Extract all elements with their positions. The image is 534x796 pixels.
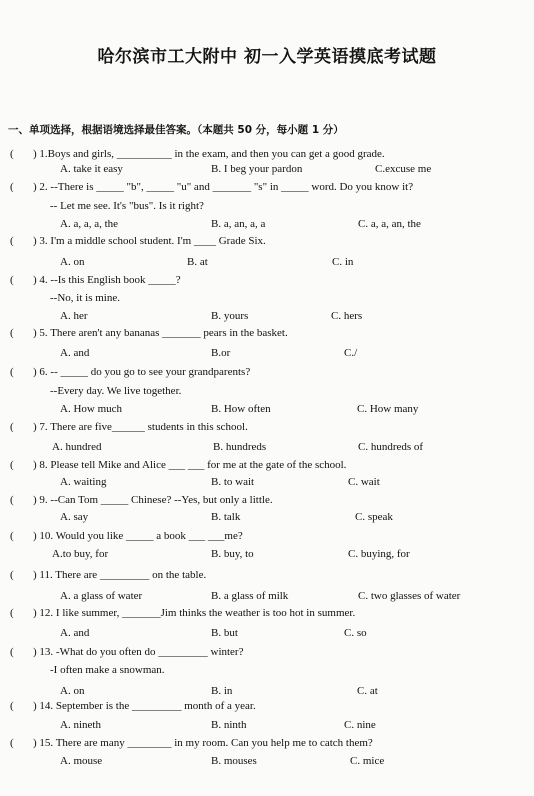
answer-option: C. hers [331, 310, 363, 322]
answer-bracket: ( [10, 181, 14, 193]
answer-option: C./ [344, 347, 358, 359]
question-stem: ) 2. --There is _____ "b", _____ "u" and _______ "s" in _____ word. Do you know it? [33, 181, 414, 193]
question-stem: ) 3. I'm a middle school student. I'm ____ Grade Six. [33, 235, 266, 247]
answer-bracket: ( [10, 700, 14, 712]
question-stem: ) 1.Boys and girls, __________ in the exam, and then you can get a good grade. [33, 148, 385, 160]
answer-bracket: ( [10, 459, 14, 471]
answer-option: C. so [344, 627, 367, 639]
answer-bracket: ( [10, 235, 14, 247]
section-heading: 一、单项选择，根据语境选择最佳答案。（本题共 50 分，每小题 1 分） [8, 124, 344, 136]
answer-option: A.to buy, for [52, 548, 109, 560]
answer-option: A. hundred [52, 441, 102, 453]
answer-bracket: ( [10, 421, 14, 433]
answer-option: A. a, a, a, the [60, 218, 119, 230]
answer-option: A. say [60, 511, 89, 523]
question-dialogue-line: -- Let me see. It's "bus". Is it right? [50, 200, 204, 212]
answer-option: A. take it easy [60, 163, 123, 175]
answer-bracket: ( [10, 366, 14, 378]
answer-option: C. nine [344, 719, 376, 731]
answer-bracket: ( [10, 646, 14, 658]
question-stem: ) 7. There are five______ students in this school. [33, 421, 248, 433]
answer-option: A. on [60, 685, 85, 697]
answer-option: A. her [60, 310, 88, 322]
answer-option: B. ninth [211, 719, 247, 731]
answer-bracket: ( [10, 327, 14, 339]
answer-option: B. buy, to [211, 548, 254, 560]
answer-option: B. yours [211, 310, 249, 322]
question-stem: ) 11. There are _________ on the table. [33, 569, 207, 581]
answer-option: C. buying, for [348, 548, 410, 560]
answer-option: A. on [60, 256, 85, 268]
question-stem: ) 9. --Can Tom _____ Chinese? --Yes, but only a little. [33, 494, 273, 506]
answer-bracket: ( [10, 569, 14, 581]
question-stem: ) 14. September is the _________ month of a year. [33, 700, 256, 712]
answer-bracket: ( [10, 148, 14, 160]
answer-option: B.or [211, 347, 231, 359]
answer-option: A. and [60, 347, 90, 359]
answer-option: A. and [60, 627, 90, 639]
answer-option: C. two glasses of water [358, 590, 461, 602]
answer-option: C. wait [348, 476, 380, 488]
answer-option: B. a, an, a, a [211, 218, 266, 230]
answer-option: C. hundreds of [358, 441, 424, 453]
question-stem: ) 8. Please tell Mike and Alice ___ ___ for me at the gate of the school. [33, 459, 347, 471]
answer-option: B. I beg your pardon [211, 163, 303, 175]
answer-option: C.excuse me [375, 163, 432, 175]
answer-option: B. How often [211, 403, 271, 415]
answer-option: C. in [332, 256, 354, 268]
answer-option: B. but [211, 627, 238, 639]
answer-option: A. a glass of water [60, 590, 143, 602]
page-title: 哈尔滨市工大附中 初一入学英语摸底考试题 [97, 47, 437, 67]
question-stem: ) 5. There aren't any bananas _______ pears in the basket. [33, 327, 288, 339]
answer-bracket: ( [10, 737, 14, 749]
answer-option: B. hundreds [213, 441, 267, 453]
answer-option: C. mice [350, 755, 385, 767]
answer-option: B. talk [211, 511, 241, 523]
answer-option: C. a, a, an, the [358, 218, 421, 230]
answer-option: B. mouses [211, 755, 257, 767]
question-dialogue-line: -I often make a snowman. [50, 664, 165, 676]
answer-option: C. How many [357, 403, 419, 415]
answer-option: B. in [211, 685, 233, 697]
question-stem: ) 13. -What do you often do _________ winter? [33, 646, 244, 658]
answer-bracket: ( [10, 530, 14, 542]
answer-option: C. at [357, 685, 378, 697]
answer-option: A. mouse [60, 755, 103, 767]
answer-bracket: ( [10, 274, 14, 286]
question-dialogue-line: --No, it is mine. [50, 292, 120, 304]
answer-bracket: ( [10, 607, 14, 619]
answer-bracket: ( [10, 494, 14, 506]
question-stem: ) 10. Would you like _____ a book ___ ___me? [33, 530, 243, 542]
question-stem: ) 12. I like summer, _______Jim thinks the weather is too hot in summer. [33, 607, 356, 619]
answer-option: B. to wait [211, 476, 255, 488]
answer-option: C. speak [355, 511, 393, 523]
question-stem: ) 4. --Is this English book _____? [33, 274, 181, 286]
question-stem: ) 15. There are many ________ in my room. Can you help me to catch them? [33, 737, 373, 749]
answer-option: A. How much [60, 403, 123, 415]
answer-option: A. nineth [60, 719, 101, 731]
answer-option: B. a glass of milk [211, 590, 289, 602]
question-stem: ) 6. -- _____ do you go to see your grandparents? [33, 366, 251, 378]
answer-option: A. waiting [60, 476, 107, 488]
question-dialogue-line: --Every day. We live together. [50, 385, 182, 397]
answer-option: B. at [187, 256, 208, 268]
